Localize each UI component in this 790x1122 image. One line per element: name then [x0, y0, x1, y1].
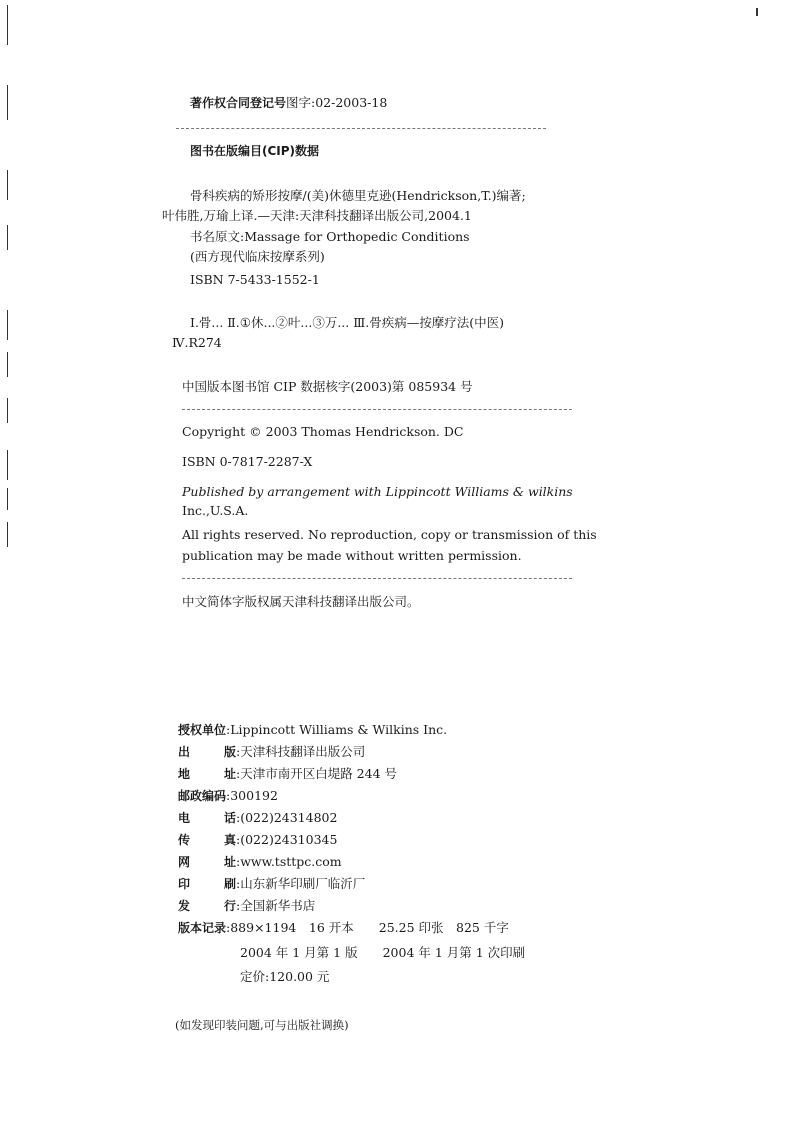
cip-line: 书名原文:Massage for Orthopedic Conditions: [190, 229, 470, 244]
original-isbn: ISBN 0-7817-2287-X: [182, 454, 313, 469]
imprint-value: :天津市南开区白堤路 244 号: [236, 766, 398, 781]
scan-edge: [7, 310, 8, 340]
scan-edge: [7, 488, 8, 510]
imprint-key: 地 址: [178, 767, 236, 781]
cip-line: (西方现代临床按摩系列): [190, 249, 325, 264]
imprint-row: [178, 744, 365, 760]
imprint-row: [178, 876, 365, 892]
scan-edge: [7, 522, 8, 547]
imprint-row: [178, 766, 397, 782]
imprint-row: [178, 832, 337, 848]
chinese-rights: 中文简体字版权属天津科技翻译出版公司。: [182, 594, 420, 609]
published-by: Published by arrangement with Lippincott Williams & wilkins: [182, 484, 573, 499]
divider: [176, 128, 546, 129]
note: (如发现印装问题,可与出版社调换): [175, 1018, 349, 1032]
scan-edge: [7, 170, 8, 200]
imprint-row: [178, 854, 342, 870]
imprint-key: 版本记录: [178, 921, 227, 935]
scan-mark: [756, 8, 758, 16]
contract-label: 著作权合同登记号: [190, 96, 287, 110]
imprint-key: 邮政编码: [178, 789, 227, 803]
scan-edge: [7, 352, 8, 377]
imprint-key: 发 行: [178, 899, 236, 913]
rights-text: All rights reserved. No reproduction, copy or transmission of this: [182, 527, 597, 542]
imprint-key: 出 版: [178, 745, 236, 759]
imprint-value: :山东新华印刷厂临沂厂: [236, 876, 366, 891]
classification: Ⅳ.R274: [172, 335, 222, 350]
edition: 2004 年 1 月第 1 版 2004 年 1 月第 1 次印刷: [240, 945, 526, 960]
imprint-value: :(022)24310345: [236, 832, 338, 847]
imprint-key: 电 话: [178, 811, 236, 825]
copyright-line: Copyright © 2003 Thomas Hendrickson. DC: [182, 424, 464, 439]
imprint-value: :Lippincott Williams & Wilkins Inc.: [226, 722, 448, 737]
imprint-key: 网 址: [178, 855, 236, 869]
cip-title: 图书在版编目(CIP)数据: [190, 144, 320, 158]
cip-isbn: ISBN 7-5433-1552-1: [190, 272, 320, 287]
imprint-key: 授权单位: [178, 723, 227, 737]
imprint-key: 印 刷: [178, 877, 236, 891]
imprint-value: :889×1194 16 开本 25.25 印张 825 千字: [226, 920, 509, 935]
cip-line: 骨科疾病的矫形按摩/(美)休德里克逊(Hendrickson,T.)编著;: [190, 188, 526, 203]
imprint-row: [178, 722, 447, 738]
imprint-key: 传 真: [178, 833, 236, 847]
price: 定价:120.00 元: [240, 969, 330, 984]
imprint-row: [178, 920, 509, 936]
divider: [182, 409, 572, 410]
published-by: Inc.,U.S.A.: [182, 503, 249, 518]
imprint-row: [178, 898, 315, 914]
scan-edge: [7, 450, 8, 480]
cip-line: 叶伟胜,万瑜上译.—天津:天津科技翻译出版公司,2004.1: [162, 208, 472, 223]
divider: [182, 578, 572, 579]
imprint-row: [178, 810, 337, 826]
imprint-row: [178, 788, 278, 804]
imprint-value: :天津科技翻译出版公司: [236, 744, 366, 759]
scan-edge: [7, 85, 8, 120]
imprint-value: :300192: [226, 788, 278, 803]
contract-value: 图字:02-2003-18: [286, 95, 388, 110]
classification: Ⅰ.骨... Ⅱ.①休...②叶...③万... Ⅲ.骨疾病—按摩疗法(中医): [190, 315, 504, 330]
scan-edge: [7, 225, 8, 250]
scan-edge: [7, 398, 8, 423]
rights-text: publication may be made without written permission.: [182, 548, 522, 563]
imprint-value: :全国新华书店: [236, 898, 316, 913]
scan-edge: [7, 5, 8, 45]
imprint-value: :(022)24314802: [236, 810, 338, 825]
library-number: 中国版本图书馆 CIP 数据核字(2003)第 085934 号: [182, 379, 473, 394]
imprint-value: :www.tsttpc.com: [236, 854, 342, 869]
